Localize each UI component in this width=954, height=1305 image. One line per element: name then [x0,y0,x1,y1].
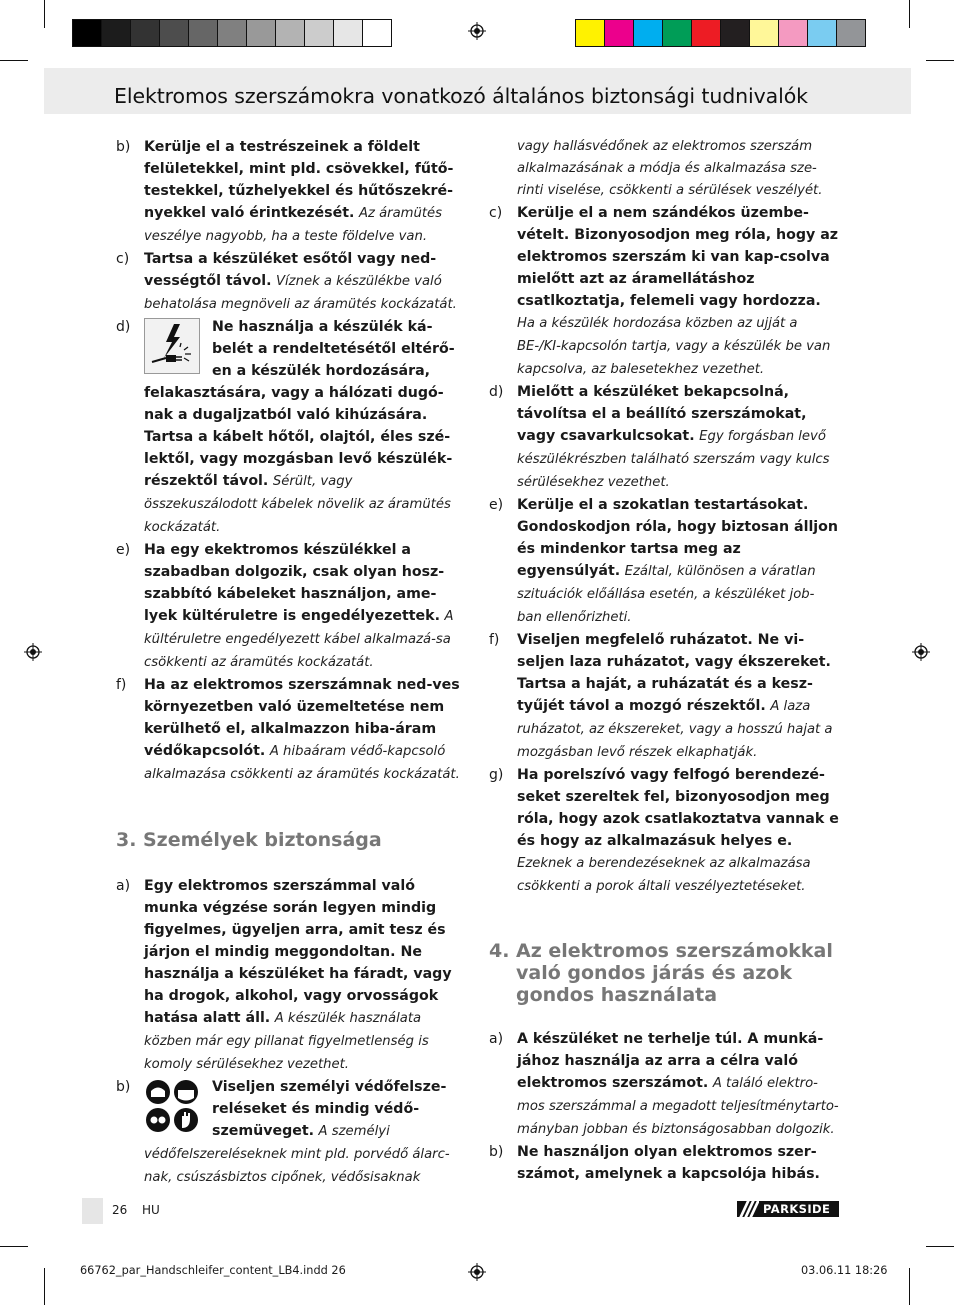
page-number-box [82,1198,103,1224]
list-item [116,248,466,316]
crop-mark [44,1268,45,1305]
section-heading [116,829,466,851]
continuation-text: vagy hallásvédőnek az elektromos szerszám alkalmazásának a módja és alkalmazása sze-rinti viselése, csökkenti a sérülések veszélyét. [517,139,823,198]
color-swatch [362,19,392,47]
section-number: 4. [489,940,510,962]
item-instruction: A készüléket ne terhelje túl. A munká-jához használja az arra a célra való elektromos szerszámot. [517,1031,824,1091]
item-explanation: A készülék használata közben már egy pillanat figyelmetlenség is komoly sérülésekhez vezethet. [144,1011,429,1072]
item-label: d) [116,319,131,335]
list-item [489,1028,839,1141]
language-code: HU [142,1203,160,1217]
crop-mark [44,0,45,28]
list-item [116,316,466,539]
item-instruction: Ha egy ekektromos készülékkel a szabadban dolgozik, csak olyan hosz-szabbító kábeleket használjon, ame-lyek kültéruletre is engedélyezettek. [144,542,445,624]
list-item [489,202,839,381]
item-explanation: Ezáltal, különösen a váratlan szituációk előállása esetén, a készüléket job-ban ellenőrizheti. [517,564,816,625]
color-swatch [217,19,247,47]
color-swatch [159,19,189,47]
protective-equipment-icon [144,1078,200,1134]
color-swatch [246,19,276,47]
item-explanation: A hibaáram védő-kapcsoló alkalmazása csökkenti az áramütés kockázatát. [144,744,460,782]
item-explanation: Sérült, vagy összekuszálodott kábelek növelik az áramütés kockázatát. [144,474,451,535]
brand-stripes-icon [737,1201,759,1217]
item-label: g) [489,767,504,783]
item-explanation: Egy forgásban levő készülékrészben található szerszám vagy kulcs sérülésekhez vezethet. [517,429,830,490]
registration-mark-icon [24,643,42,661]
crop-mark [0,60,28,61]
registration-mark-icon [468,1263,486,1281]
list-item [116,875,466,1076]
color-swatch [188,19,218,47]
page-number: 26 [112,1203,128,1217]
color-swatch [575,19,605,47]
item-explanation: Az áramütés veszélye nagyobb, ha a teste földelve van. [144,206,443,244]
item-explanation: A kültéruletre engedélyezett kábel alkalmazá-sa csökkenti az áramütés kockázatát. [144,609,454,670]
left-column [116,136,466,1189]
list-item [116,539,466,674]
list-item [116,674,466,786]
file-info: 66762_par_Handschleifer_content_LB4.indd 26 [80,1264,346,1277]
item-instruction: Viseljen személyi védőfelsze-reléseket és mindig védő-szemüveget. [212,1079,447,1139]
crop-mark [926,1246,954,1247]
item-instruction: Ha az elektromos szerszámnak ned-ves környezetben való üzemeltetése nem kerülhető el, alkalmazzon hiba-áram védőkapcsolót. [144,677,460,759]
list-item [489,764,839,898]
color-swatch [749,19,779,47]
registration-mark-icon [468,22,486,40]
list-item [489,381,839,494]
section-title: Személyek biztonsága [143,829,382,851]
item-instruction: Kerülje el a szokatlan testartásokat. Gondoskodjon róla, hogy biztosan álljon és mindenkor tartsa meg az egyensúlyát. [517,497,839,579]
item-explanation: Víznek a készülékbe való behatolása megnöveli az áramütés kockázatát. [144,274,457,312]
item-label: a) [489,1031,504,1047]
item-explanation: A személyi védőfelszereléseknek mint pld. porvédő álarc-nak, csúszásbiztos cipőnek, védősisaknak [144,1124,450,1185]
item-instruction: Ne használja a készülék ká-belét a rendeltetésétől eltérő-en a készülék hordozására, felakasztására, vagy a hálózati dugó-nak a dugaljzatból való kihúzására. Tartsa a kábelt hőtől, olajtól, éles szé-lektől, vagy mozgásban levő készülék-részektől távol. [144,319,455,489]
list-item [116,1076,466,1189]
item-label: b) [116,1079,131,1095]
grayscale-swatch-bar [72,19,391,47]
registration-mark-icon [912,643,930,661]
list-item [489,494,839,629]
item-instruction: Mielőtt a készüléket bekapcsolná, távolítsa el a beállító szerszámokat, vagy csavarkulcsokat. [517,384,807,444]
item-instruction: Kerülje el a testrészeinek a földelt felületekkel, mint pld. csövekkel, fűtő-testekkel, tűzhelyekkel és hűtőszekré-nyekkel való érintkezését. [144,139,454,221]
brand-name: PARKSIDE [763,1202,831,1216]
item-label: f) [489,632,500,648]
electric-shock-warning-icon [144,318,200,374]
item-explanation: Ha a készülék hordozása közben az ujját a BE-/KI-kapcsolón tartja, vagy a készülék be van kapcsolva, az balesetekhez vezethet. [517,316,831,377]
color-swatch [662,19,692,47]
page-title: Elektromos szerszámokra vonatkozó általános biztonsági tudnivalók [114,84,808,108]
color-swatch [130,19,160,47]
color-swatch [691,19,721,47]
color-swatch [720,19,750,47]
item-instruction: Viseljen megfelelő ruházatot. Ne vi-seljen laza ruházatot, vagy ékszereket. Tartsa a haját, a ruházatát és a kesz-tyűjét távol a mozgó részektől. [517,632,831,714]
crop-mark [0,1246,28,1247]
crop-mark [909,1268,910,1305]
item-explanation: Ezeknek a berendezéseknek az alkalmazása csökkenti a porok általi veszélyeztetéseket. [517,856,811,894]
brand-logo [737,1201,839,1217]
item-instruction: Egy elektromos szerszámmal való munka végzése során legyen mindig figyelmes, ügyeljen arra, amit tesz és járjon el mindig meggondoltan. Ne használja a készüléket ha fáradt, vagy ha drogok, alkohol, vagy orvosságok hatása alatt áll. [144,878,452,1026]
item-explanation: A laza ruházatot, az ékszereket, vagy a hosszú hajat a mozgásban levő részek elkaphatják. [517,699,833,760]
color-swatch [778,19,808,47]
item-label: e) [116,542,131,558]
item-label: b) [489,1144,504,1160]
item-label: d) [489,384,504,400]
color-swatch [304,19,334,47]
item-explanation: A találó elektro-mos szerszámmal a megadott teljesítménytarto-mányban jobban és biztonságosabban dolgozik. [517,1076,839,1137]
item-instruction: Ha porelszívó vagy felfogó berendezé-seket szereltek fel, bizonyosodjon meg róla, hogy azok csatlakoztatva vannak e és hogy az alkalmazásuk helyes e. [517,767,839,849]
crop-mark [926,60,954,61]
item-instruction: Tartsa a készüléket esőtől vagy ned-vességtől távol. [144,251,437,289]
item-instruction: Kerülje el a nem szándékos üzembe-vételt. Bizonyosodjon meg róla, hogy az elektromos szerszám ki van kap-csolva mielőtt azt az áramellátáshoz csatlkoztatja, felemeli vagy hordozza. [517,205,839,309]
section-number: 3. [116,829,137,851]
item-label: b) [116,139,131,155]
section-title: Az elektromos szerszámokkal való gondos járás és azok gondos használata [516,940,833,1006]
date-info: 03.06.11 18:26 [801,1264,888,1277]
item-label: e) [489,497,504,513]
color-swatch [836,19,866,47]
right-column [489,136,839,1185]
item-label: c) [116,251,130,267]
list-item [489,1141,839,1185]
list-item [489,629,839,764]
color-swatch [333,19,363,47]
item-instruction: Ne használjon olyan elektromos szer-számot, amelynek a kapcsolója hibás. [517,1144,820,1182]
color-swatch [275,19,305,47]
crop-mark [909,0,910,28]
list-item [116,136,466,248]
item-label: c) [489,205,503,221]
color-swatch-bar [575,19,865,47]
color-swatch [604,19,634,47]
item-label: a) [116,878,131,894]
color-swatch [72,19,102,47]
color-swatch [807,19,837,47]
color-swatch [101,19,131,47]
color-swatch [633,19,663,47]
section-heading [489,940,839,1006]
item-label: f) [116,677,127,693]
